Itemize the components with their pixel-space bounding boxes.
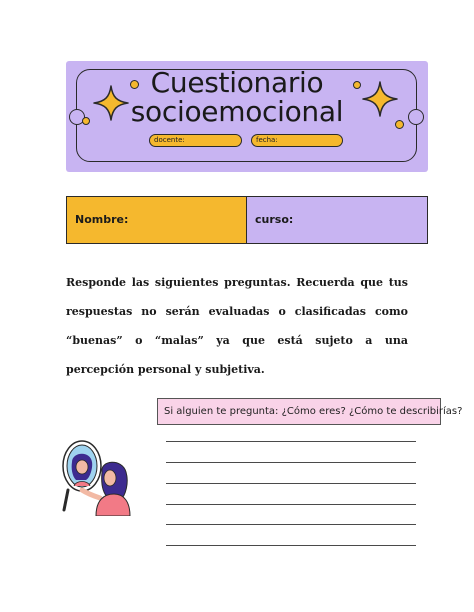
answer-line[interactable] [166,483,416,484]
answer-line[interactable] [166,462,416,463]
answer-line[interactable] [166,504,416,505]
question-prompt: Si alguien te pregunta: ¿Cómo eres? ¿Cómo te describirías? [157,398,441,425]
fecha-field[interactable]: fecha: [251,134,343,147]
nombre-field[interactable]: Nombre: [66,196,247,244]
answer-line[interactable] [166,441,416,442]
title-line-2: socioemocional [130,95,344,128]
girl-looking-in-mirror-icon [60,438,132,516]
student-info-table [66,196,428,244]
curso-field[interactable]: curso: [246,196,428,244]
docente-field[interactable]: docente: [149,134,242,147]
instructions-text: Responde las siguientes preguntas. Recuerda que tus respuestas no serán evaluadas o clasificadas como “buenas” o “malas” ya que está sujeto a una percepción personal y subjetiva. [66,276,408,376]
page-title [0,68,474,126]
answer-line[interactable] [166,545,416,546]
answer-line[interactable] [166,524,416,525]
title-line-1: Cuestionario [150,66,324,99]
